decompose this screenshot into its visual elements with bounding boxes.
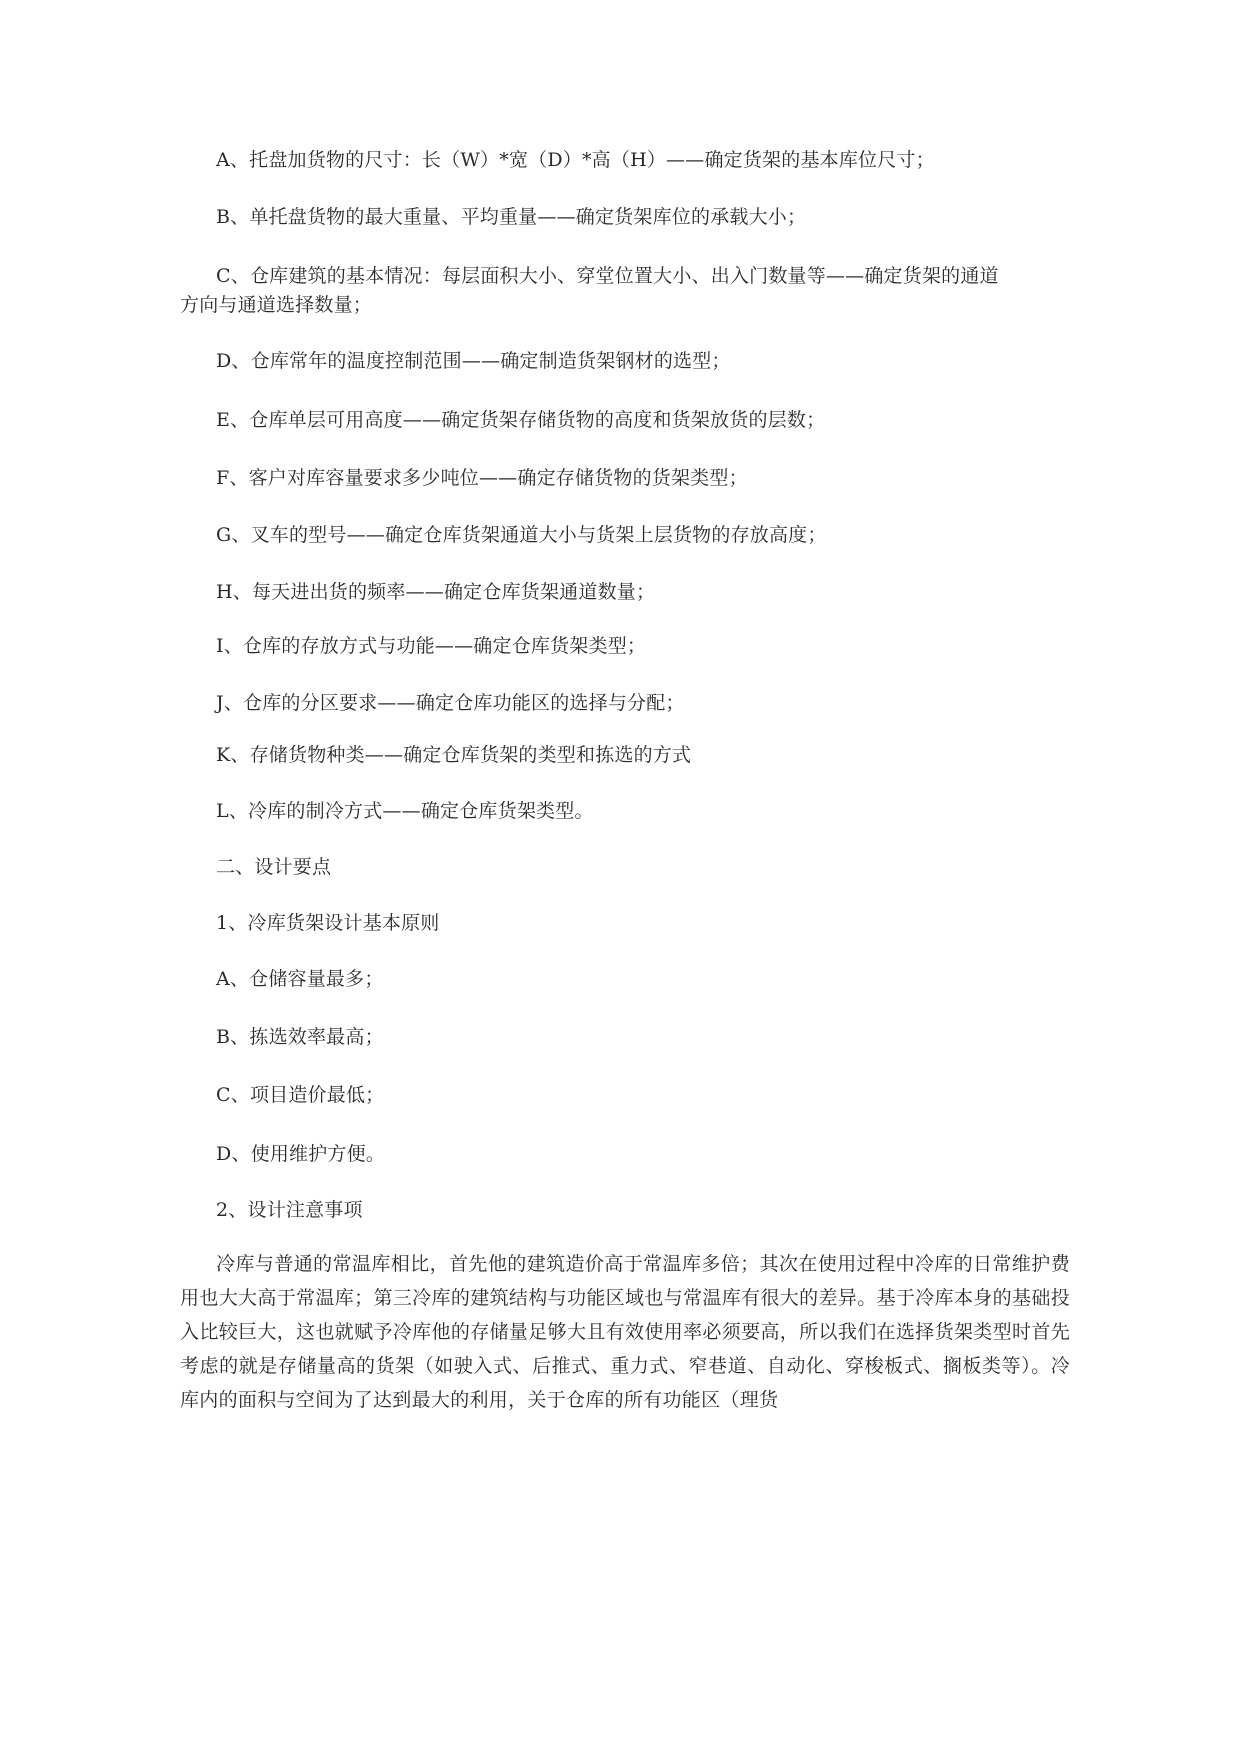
text-line: A、托盘加货物的尺寸：长（W）*宽（D）*高（H）——确定货架的基本库位尺寸；: [216, 149, 935, 171]
text-line: L、冷库的制冷方式——确定仓库货架类型。: [216, 800, 594, 822]
text-line: B、拣选效率最高；: [216, 1026, 384, 1048]
text-line: G、叉车的型号——确定仓库货架通道大小与货架上层货物的存放高度；: [216, 524, 827, 546]
text-line: A、仓储容量最多；: [216, 968, 384, 990]
text-line: I、仓库的存放方式与功能——确定仓库货架类型；: [216, 635, 647, 657]
text-line: C、项目造价最低；: [216, 1084, 385, 1106]
subsection-heading: 2、设计注意事项: [216, 1199, 363, 1221]
text-line: K、存储货物种类——确定仓库货架的类型和拣选的方式: [216, 744, 692, 766]
paragraph-text: 冷库与普通的常温库相比，首先他的建筑造价高于常温库多倍；其次在使用过程中冷库的日常维护费用也大大高于常温库；第三冷库的建筑结构与功能区域也与常温库有很大的差异。基于冷库本身的基础投入比较巨大，这也就赋予冷库他的存储量足够大且有效使用率必须要高，所以我们在选择货架类型时首先考虑的就是存储量高的货架（如驶入式、后推式、重力式、窄巷道、自动化、穿梭板式、搁板类等）。冷库内的面积与空间为了达到最大的利用，关于仓库的所有功能区（理货: [180, 1253, 1070, 1411]
text-line: D、使用维护方便。: [216, 1143, 386, 1165]
text-line: J、仓库的分区要求——确定仓库功能区的选择与分配；: [216, 692, 685, 714]
text-line: H、每天进出货的频率——确定仓库货架通道数量；: [216, 581, 656, 603]
text-line: E、仓库单层可用高度——确定货架存储货物的高度和货架放货的层数；: [216, 409, 826, 431]
text-line: 方向与通道选择数量；: [180, 294, 373, 316]
section-heading: 二、设计要点: [216, 856, 332, 878]
body-paragraph: [180, 1247, 1070, 1417]
subsection-heading: 1、冷库货架设计基本原则: [216, 912, 440, 934]
text-line: D、仓库常年的温度控制范围——确定制造货架钢材的选型；: [216, 350, 731, 372]
text-line: B、单托盘货物的最大重量、平均重量——确定货架库位的承载大小；: [216, 206, 807, 228]
text-line: C、仓库建筑的基本情况：每层面积大小、穿堂位置大小、出入门数量等——确定货架的通道: [216, 265, 999, 287]
text-line: F、客户对库容量要求多少吨位——确定存储货物的货架类型；: [216, 467, 748, 489]
